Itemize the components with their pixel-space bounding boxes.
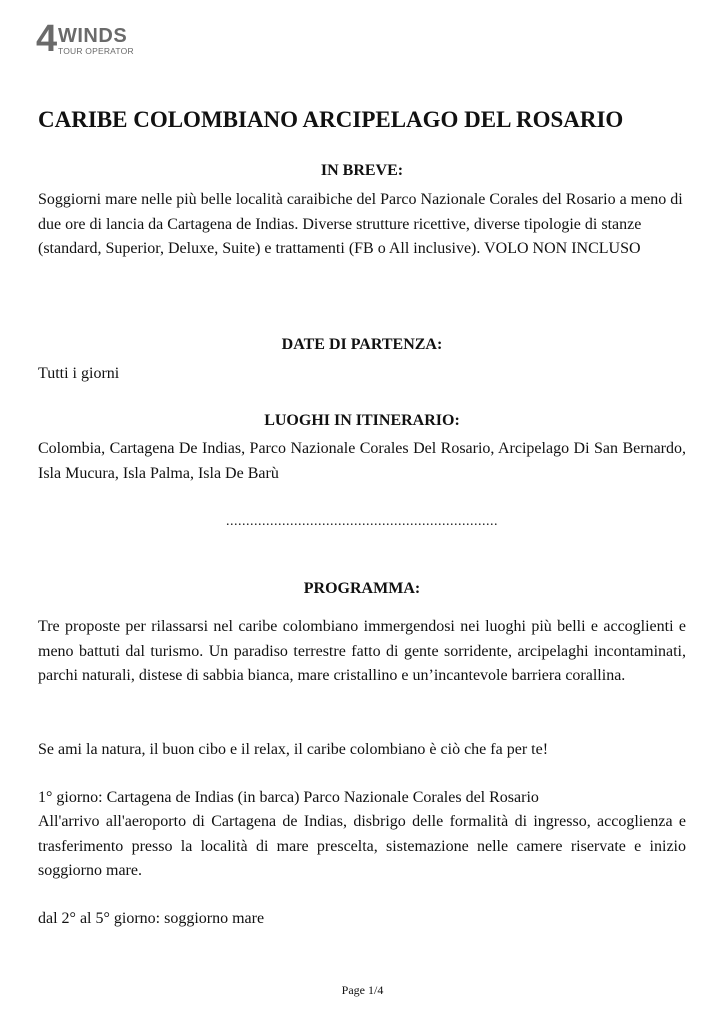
company-logo (36, 20, 146, 60)
programma-intro: Tre proposte per rilassarsi nel caribe colombiano immergendosi nei luoghi più belli e accoglienti e meno battuti dal turismo. Un paradiso terrestre fatto di gente sorridente, arcipelaghi incontaminati, parchi naturali, distese di sabbia bianca, mare cristallino e un’incantevole barriera corallina. (38, 618, 686, 684)
logo-tagline: TOUR OPERATOR (58, 46, 134, 56)
day1-title: 1° giorno: Cartagena de Indias (in barca) Parco Nazionale Corales del Rosario (38, 789, 539, 806)
programma-heading: PROGRAMMA: (303, 580, 421, 597)
day2-5-text: dal 2° al 5° giorno: soggiorno mare (38, 910, 265, 927)
section-separator: .................................................................... (226, 514, 498, 529)
in-breve-heading: IN BREVE: (320, 162, 404, 179)
programma-tagline: Se ami la natura, il buon cibo e il relax, il caribe colombiano è ciò che fa per te! (38, 741, 549, 758)
luoghi-heading: LUOGHI IN ITINERARIO: (264, 412, 460, 429)
document-title: CARIBE COLOMBIANO ARCIPELAGO DEL ROSARIO (38, 107, 624, 132)
logo-mark: 4 (36, 18, 58, 60)
in-breve-text: Soggiorni mare nelle più belle località caraibiche del Parco Nazionale Corales del Rosario a meno di due ore di lancia da Cartagena de Indias. Diverse strutture ricettive, diverse tipologie di stanze (standard, Superior, Deluxe, Suite) e trattamenti (FB o All inclusive). VOLO NON INCLUSO (38, 191, 683, 257)
date-partenza-heading: DATE DI PARTENZA: (281, 336, 443, 353)
date-partenza-text: Tutti i giorni (38, 365, 120, 382)
page-number: Page 1/4 (341, 983, 384, 997)
day1-text: All'arrivo all'aeroporto di Cartagena de Indias, disbrigo delle formalità di ingresso, accoglienza e trasferimento presso la località di mare prescelta, sistemazione nelle camere riservate e inizio soggiorno mare. (38, 813, 686, 879)
logo-name: WINDS (58, 25, 128, 47)
luoghi-text: Colombia, Cartagena De Indias, Parco Nazionale Corales Del Rosario, Arcipelago Di San Bernardo, Isla Mucura, Isla Palma, Isla De Barù (38, 440, 686, 482)
